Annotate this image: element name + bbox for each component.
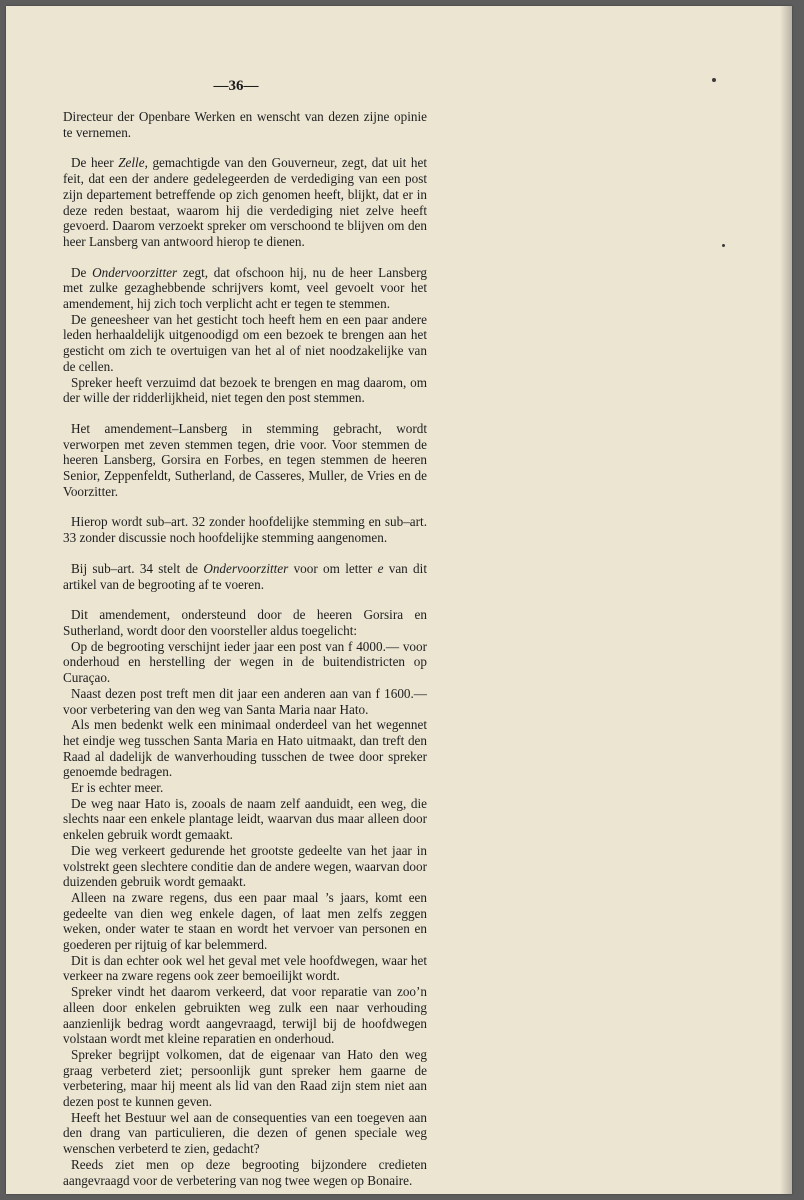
body-text	[63, 109, 427, 1188]
paragraph: Reeds ziet men op deze begrooting bijzondere credieten aangevraagd voor de verbetering van nog twee wegen op Bonaire.	[63, 1156, 427, 1188]
paragraph: Alleen na zware regens, dus een paar maal ’s jaars, komt een gedeelte van dien weg enkele dagen, of laat men zelfs zeggen weken, onder water te staan en wordt het vervoer van personen en goederen per rijtuig of kar belemmerd.	[63, 889, 427, 953]
paragraph: Spreker vindt het daarom verkeerd, dat voor reparatie van zoo’n alleen door enkelen gebruikten weg zulk een naar verhouding aanzienlijk bedrag wordt aangevraagd, terwijl bij de hoofdwegen volstaan wordt met kleine reparatien en onderhoud.	[63, 984, 427, 1047]
paragraph: Die weg verkeert gedurende het grootste gedeelte van het jaar in volstrekt geen slechtere conditie dan de andere wegen, waarvan door duizenden gebruik wordt gemaakt.	[63, 842, 427, 890]
paragraph: Spreker begrijpt volkomen, dat de eigenaar van Hato den weg graag verbeterd ziet; persoonlijk gunt spreker hem gaarne de verbetering, maar hij meent als lid van den Raad zijn stem niet aan dezen post te kunnen geven.	[63, 1046, 427, 1110]
paragraph: Het amendement–Lansberg in stemming gebracht, wordt verworpen met zeven stemmen tegen, drie voor. Voor stemmen de heeren Lansberg, Gorsira en Forbes, en tegen stemmen de heeren Senior, Zeppenfeldt, Sutherland, de Casseres, Muller, de Vries en de Voorzitter.	[63, 420, 427, 499]
page-number: —36—	[213, 78, 259, 94]
letter-reference: e	[377, 560, 384, 576]
paragraph: Dit is dan echter ook wel het geval met vele hoofdwegen, waar het verkeer na zware regens ook zeer bemoeilijkt wordt.	[63, 952, 427, 984]
paragraph: De heer Zelle, gemachtigde van den Gouverneur, zegt, dat uit het feit, dat een der andere gedelegeerden de verdediging van een post zijn departement betreffende op zich genomen heeft, blijkt, dat er in deze reden bestaat, waarom hij die verdediging niet zelve heeft gevoerd. Daarom verzoekt spreker om verschoond te blijven om den heer Lansberg van antwoord hierop te dienen.	[63, 155, 427, 249]
paragraph: De geneesheer van het gesticht toch heeft hem en een paar andere leden herhaaldelijk uitgenoodigd om een bezoek te brengen aan het gesticht om zich te overtuigen van het al of niet noodzakelijke van de cellen.	[63, 311, 427, 374]
paragraph: Als men bedenkt welk een minimaal onderdeel van het wegennet het eindje weg tusschen Santa Maria en Hato uitmaakt, dan treft den Raad al dadelijk de wanverhouding tusschen de twee door spreker genoemde bedragen.	[63, 717, 427, 780]
paragraph: Heeft het Bestuur wel aan de consequenties van een toegeven aan den drang van particulieren, die dezen of genen speciale weg wenschen verbeterd te zien, gedacht?	[63, 1109, 427, 1157]
speaker-name: Ondervoorzitter	[92, 264, 178, 280]
paragraph: Bij sub–art. 34 stelt de Ondervoorzitter voor om letter e van dit artikel van de begrooting af te voeren.	[63, 560, 427, 592]
speaker-name: Zelle	[118, 155, 145, 171]
binding-shadow	[780, 6, 792, 1194]
paper-speck	[712, 78, 716, 82]
paragraph: Spreker heeft verzuimd dat bezoek te brengen en mag daarom, om der wille der ridderlijkheid, niet tegen den post stemmen.	[63, 374, 427, 406]
paper-speck	[722, 244, 725, 247]
paragraph: Naast dezen post treft men dit jaar een anderen aan van f 1600.— voor verbetering van den weg van Santa Maria naar Hato.	[63, 685, 427, 717]
document-page	[6, 6, 792, 1194]
speaker-name: Ondervoorzitter	[203, 560, 289, 576]
paragraph: Directeur der Openbare Werken en wenscht van dezen zijne opinie te vernemen.	[63, 109, 427, 140]
paragraph: De weg naar Hato is, zooals de naam zelf aanduidt, een weg, die slechts naar een enkele plantage leidt, waarvan dus maar alleen door enkelen gebruik wordt gemaakt.	[63, 795, 427, 843]
paragraph: De Ondervoorzitter zegt, dat ofschoon hij, nu de heer Lansberg met zulke gezaghebbende schrijvers komt, veel gevoelt voor het amendement, hij zich toch verplicht acht er tegen te stemmen.	[63, 264, 427, 312]
paragraph: Op de begrooting verschijnt ieder jaar een post van f 4000.— voor onderhoud en herstelling der wegen in de buitendistricten op Curaçao.	[63, 638, 427, 686]
paragraph: Er is echter meer.	[71, 780, 164, 796]
paragraph: Hierop wordt sub–art. 32 zonder hoofdelijke stemming en sub–art. 33 zonder discussie noch hoofdelijke stemming aangenomen.	[63, 514, 427, 546]
paragraph: Dit amendement, ondersteund door de heeren Gorsira en Sutherland, wordt door den voorsteller aldus toegelicht:	[63, 607, 427, 638]
